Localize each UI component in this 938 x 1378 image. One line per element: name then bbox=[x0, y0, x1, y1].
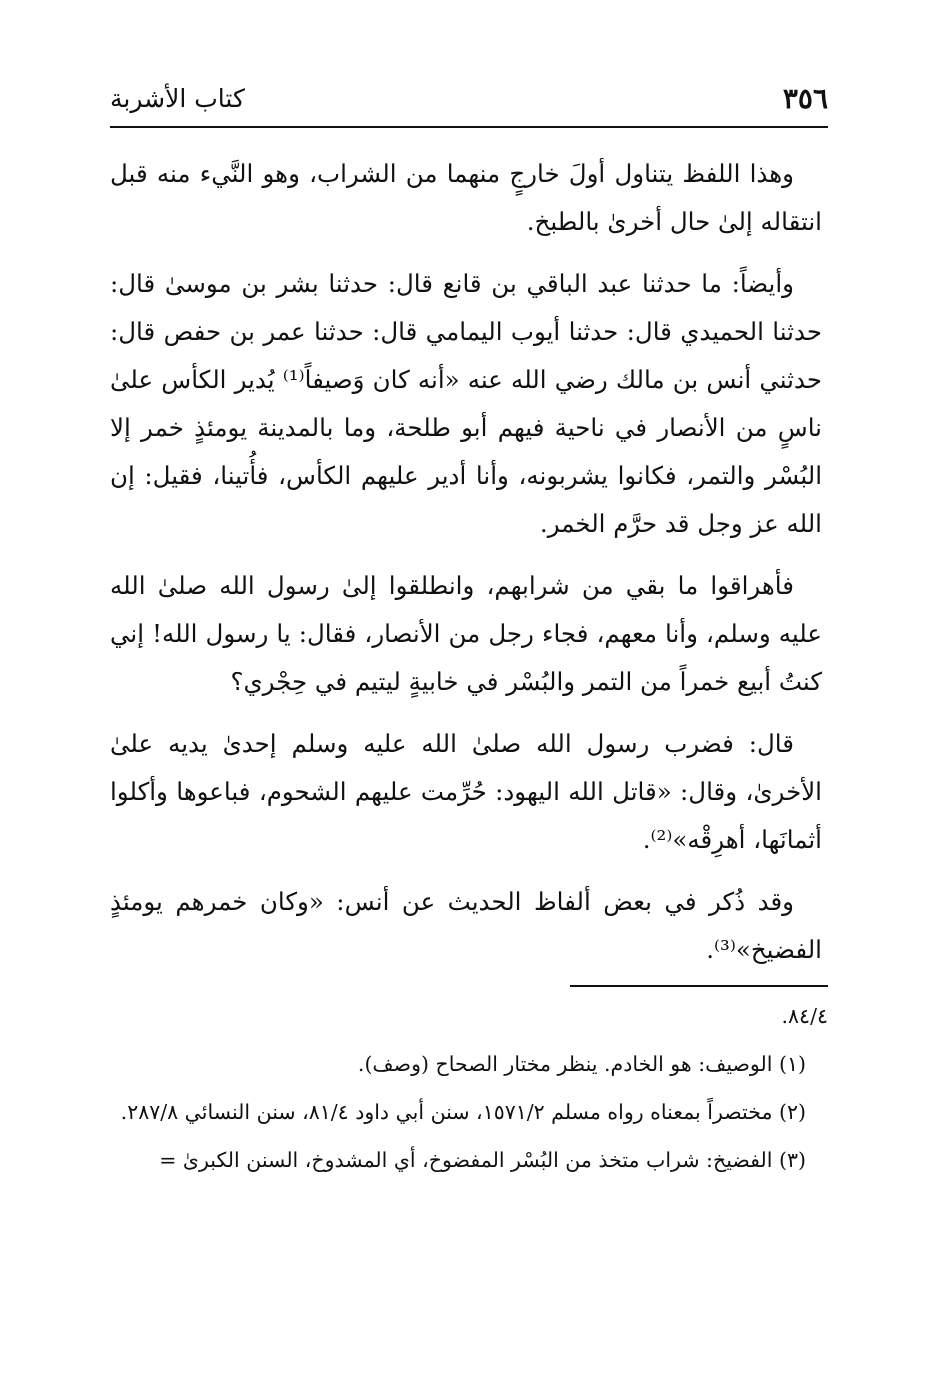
footnote-separator bbox=[570, 985, 828, 987]
footnotes bbox=[110, 995, 828, 1187]
main-text bbox=[110, 150, 822, 988]
paragraph: وأيضاً: ما حدثنا عبد الباقي بن قانع قال: حدثنا بشر بن موسىٰ قال: حدثنا الحميدي قال: حدثنا أيوب اليمامي قال: حدثنا عمر بن حفص قال: حدثني أنس بن مالك رضي الله عنه «أنه كان وَصيفاً⁽¹⁾ يُدير الكأس علىٰ ناسٍ من الأنصار في ناحية فيهم أبو طلحة، وما بالمدينة يومئذٍ خمر إلا البُسْر والتمر، فكانوا يشربونه، وأنا أدير عليهم الكأس، فأُتينا، فقيل: إن الله عز وجل قد حرَّم الخمر. bbox=[110, 269, 822, 538]
paragraph: قال: فضرب رسول الله صلىٰ الله عليه وسلم إحدىٰ يديه علىٰ الأخرىٰ، وقال: «قاتل الله اليهود: حُرِّمت عليهم الشحوم، فباعوها وأكلوا أثمانَها، أهرِقْه»⁽²⁾. bbox=[110, 729, 822, 854]
footnote: (١) الوصيف: هو الخادم. ينظر مختار الصحاح (وصف). bbox=[357, 1052, 806, 1076]
page-header bbox=[110, 80, 828, 128]
page-number: ٣٥٦ bbox=[782, 82, 828, 115]
footnote: (٣) الفضيخ: شراب متخذ من البُسْر المفضوخ، أي المشدوخ، السنن الكبرىٰ = bbox=[159, 1148, 806, 1172]
paragraph: فأهراقوا ما بقي من شرابهم، وانطلقوا إلىٰ رسول الله صلىٰ الله عليه وسلم، وأنا معهم، فجاء رجل من الأنصار، فقال: يا رسول الله! إني كنتُ أبيع خمراً من التمر والبُسْر في خابيةٍ ليتيم في حِجْري؟ bbox=[110, 571, 822, 696]
paragraph: وهذا اللفظ يتناول أولَ خارجٍ منهما من الشراب، وهو النَّيء منه قبل انتقاله إلىٰ حال أخرىٰ بالطبخ. bbox=[110, 159, 822, 236]
paragraph: وقد ذُكر في بعض ألفاظ الحديث عن أنس: «وكان خمرهم يومئذٍ الفضيخ»⁽³⁾. bbox=[110, 887, 822, 964]
running-title: كتاب الأشربة bbox=[110, 84, 245, 113]
footnote-continuation: ٨٤/٤. bbox=[781, 1004, 828, 1028]
footnote: (٢) مختصراً بمعناه رواه مسلم ١٥٧١/٢، سنن أبي داود ٨١/٤، سنن النسائي ٢٨٧/٨. bbox=[120, 1100, 806, 1124]
